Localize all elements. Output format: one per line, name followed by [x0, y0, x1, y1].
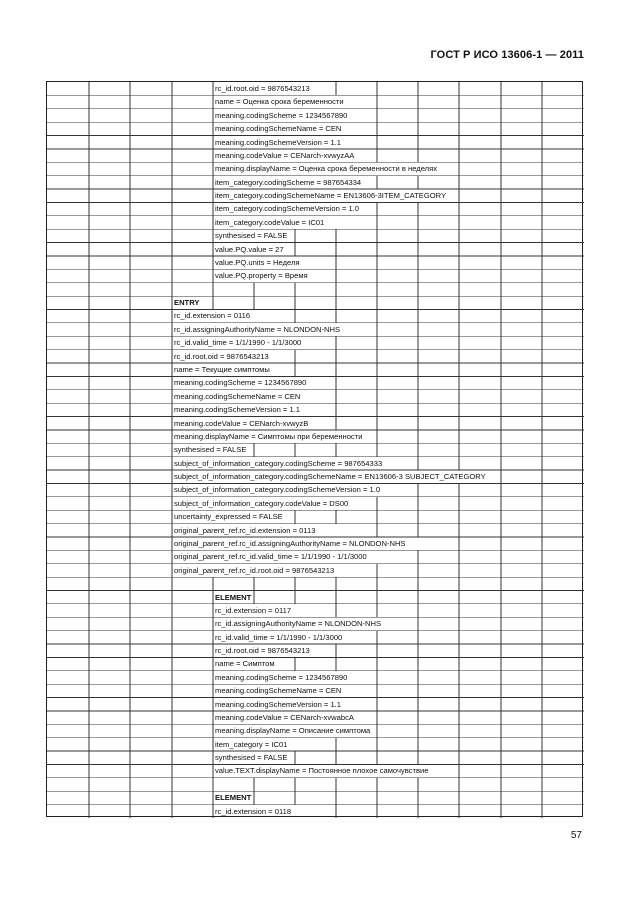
table-row: meaning.codingSchemeVersion = 1.1	[215, 699, 342, 709]
table-row: meaning.codingSchemeName = CEN	[174, 391, 301, 401]
table-row: subject_of_information_category.codingSchemeVersion = 1.0	[174, 485, 381, 495]
table-row: meaning.codingScheme = 1234567890	[215, 110, 348, 120]
table-row: rc_id.assigningAuthorityName = NLONDON-NHS	[215, 619, 382, 629]
table-row: name = Текущие симптомы	[174, 365, 270, 375]
table-row: synthesised = FALSE	[215, 231, 288, 241]
table-row: synthesised = FALSE	[174, 445, 247, 455]
table-row: value.PQ.value = 27	[215, 244, 284, 254]
table-row: item_category = IC01	[215, 739, 288, 749]
table-row: name = Симптом	[215, 659, 275, 669]
table-row: rc_id.valid_time = 1/1/1990 - 1/1/3000	[174, 338, 302, 348]
table-row: original_parent_ref.rc_id.valid_time = 1/1/1990 - 1/1/3000	[174, 552, 367, 562]
table-row: rc_id.assigningAuthorityName = NLONDON-NHS	[174, 324, 341, 334]
table-row: original_parent_ref.rc_id.root.oid = 9876543213	[174, 565, 335, 575]
table-row: value.TEXT.displayName = Постоянное плохое самочувствие	[215, 766, 429, 776]
section-label: ELEMENT	[215, 793, 252, 803]
table-row: original_parent_ref.rc_id.extension = 0113	[174, 525, 316, 535]
table-row: meaning.displayName = Симптомы при беременности	[174, 431, 363, 441]
table-row: rc_id.root.oid = 9876543213	[215, 84, 310, 93]
table-row: subject_of_information_category.codingSchemeName = EN13606-3 SUBJECT_CATEGORY	[174, 472, 486, 482]
table-row: meaning.codingScheme = 1234567890	[215, 672, 348, 682]
table-row: value.PQ.property = Время	[215, 271, 308, 281]
table-row: meaning.codingScheme = 1234567890	[174, 378, 307, 388]
table-row: synthesised = FALSE	[215, 753, 288, 763]
table-row: meaning.codeValue = CENarch-xvwyzAA	[215, 150, 355, 160]
document-header: ГОСТ Р ИСО 13606-1 — 2011	[430, 49, 584, 61]
table-row: meaning.codingSchemeVersion = 1.1	[174, 405, 301, 415]
table-row: meaning.codeValue = CENarch-xvwabcA	[215, 712, 354, 722]
table-row: subject_of_information_category.codingScheme = 987654333	[174, 458, 383, 468]
table-row: item_category.codingSchemeName = EN13606-3ITEM_CATEGORY	[215, 191, 447, 201]
table-row: rc_id.extension = 0118	[215, 806, 292, 816]
table-row: item_category.codingSchemeVersion = 1.0	[215, 204, 360, 214]
section-label: ELEMENT	[215, 592, 252, 602]
section-label: ENTRY	[174, 298, 200, 308]
table-row: subject_of_information_category.codeValue = DS00	[174, 498, 349, 508]
table-row: item_category.codingScheme = 987654334	[215, 177, 362, 187]
page-number: 57	[570, 830, 582, 841]
table-row: meaning.codingSchemeVersion = 1.1	[215, 137, 342, 147]
table-row: rc_id.extension = 0116	[174, 311, 251, 321]
table-row: meaning.codeValue = CENarch-xvwyzB	[174, 418, 309, 428]
table-row: value.PQ.units = Неделя	[215, 257, 300, 267]
table-row: item_category.codeValue = IC01	[215, 217, 325, 227]
table-row: original_parent_ref.rc_id.assigningAuthorityName = NLONDON-NHS	[174, 538, 406, 548]
data-table	[46, 81, 583, 817]
table-row: rc_id.root.oid = 9876543213	[174, 351, 269, 361]
table-row: rc_id.extension = 0117	[215, 605, 292, 615]
table-row: rc_id.root.oid = 9876543213	[215, 646, 310, 656]
table-row: meaning.codingSchemeName = CEN	[215, 124, 342, 134]
table-row: uncertainty_expressed = FALSE	[174, 512, 283, 522]
table-row: name = Оценка срока беременности	[215, 97, 344, 107]
table-row: meaning.displayName = Оценка срока беременности в неделях	[215, 164, 438, 174]
table-row: rc_id.valid_time = 1/1/1990 - 1/1/3000	[215, 632, 343, 642]
table-row: meaning.displayName = Описание симптома	[215, 726, 371, 736]
table-row: meaning.codingSchemeName = CEN	[215, 686, 342, 696]
